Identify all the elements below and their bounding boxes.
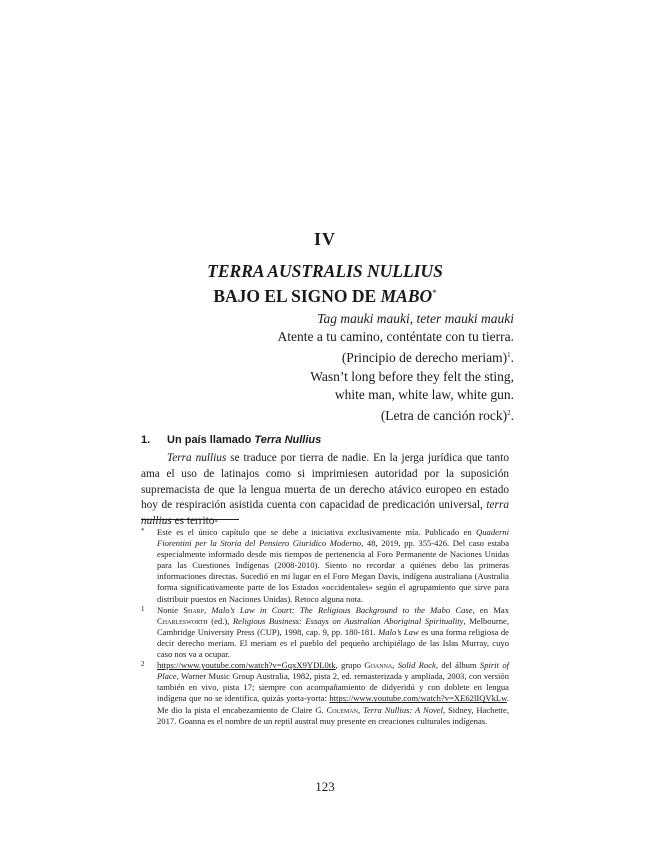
footnote-title-italic: Quaderni Fiorentini per la Storia del Pensiero Giuridico Moderno (157, 527, 509, 549)
term-italic: terra nullius (141, 499, 509, 528)
footnote-title-italic: Terra Nullius: A Novel (362, 704, 444, 715)
footnote-author-name: Coleman (326, 704, 358, 715)
footnote-run: . Me dio la pista el encabezamiento de Claire G. (157, 693, 509, 715)
epigraph-line: Tag mauki mauki, teter mauki mauki (317, 311, 514, 326)
footnote (141, 660, 509, 727)
footnote-run: , (204, 604, 212, 615)
footnote-run: , del álbum (435, 660, 480, 671)
footnote-title-italic: Spirit of Place (157, 660, 510, 682)
page-number: 123 (315, 779, 335, 794)
footnote-mark: 1 (141, 604, 145, 613)
epigraph-footnote-mark-2: 2 (507, 409, 511, 418)
epigraph-line (134, 346, 514, 367)
footnote-text (157, 527, 509, 604)
chapter-title-mabo: MABO (380, 286, 433, 306)
epigraph-source-1-period: . (510, 350, 514, 366)
footnote-divider (141, 519, 239, 520)
footnote-text (157, 605, 509, 659)
footnote (141, 527, 509, 605)
epigraph-line: Atente a tu camino, conténtate con tu tierra. (277, 329, 514, 345)
section-number: 1. (141, 434, 151, 446)
footnote-link[interactable]: https://www.youtube.com/watch?v=XE62lIQVkLw (329, 693, 507, 704)
footnote-run: , Warner Music Group Australia, 1982, pista 2, ed. remasterizada y ampliada, 2003, con versión también en vivo, pista 17; siempre con acompañamiento de didyeridú y con doblete en lengua indígena que no se identifica, quizás yorta-yorta: (157, 671, 509, 704)
epigraph-line: white man, white law, white gun. (334, 386, 514, 402)
footnote-run: es una forma religiosa de decir derecho meriam. El meriam es el pueblo del pequeño archipiélago de las Islas Murray, cuyo caso nos va a ocupar. (157, 626, 509, 660)
footnote-title-italic: Solid Rock (397, 660, 436, 671)
chapter-number: IV (313, 229, 336, 249)
footnote-run: , en Max (472, 604, 510, 615)
footnote-author-name: Sharp (183, 604, 205, 615)
term-italic: Terra nullius (167, 452, 227, 464)
footnote-run: , (392, 660, 398, 671)
paragraph-text-end: es territo- (171, 515, 219, 528)
chapter-title-footnote-mark: * (432, 288, 437, 298)
epigraph-source-2: (Letra de canción rock) (380, 408, 508, 424)
footnote-link[interactable]: https://www.youtube.com/watch?v=GqxX9YDL0tk (157, 660, 336, 671)
footnote-run: Nonie (157, 604, 184, 615)
epigraph-source-1: (Principio de derecho meriam) (341, 350, 508, 366)
epigraph-line (134, 404, 514, 425)
footnote (141, 605, 509, 660)
chapter-title-line-1: TERRA AUSTRALIS NULLIUS (207, 261, 443, 281)
footnote-title-italic: Malo’s Law in Court: The Religious Background to the Mabo Case (211, 604, 473, 615)
section-title-italic: Terra Nullius (254, 434, 322, 446)
epigraph-footnote-mark-1: 1 (507, 351, 511, 360)
chapter-title (0, 260, 650, 307)
chapter-title-line-2 (0, 282, 650, 307)
footnote-title-italic: Malo’s Law (378, 626, 419, 637)
footnote-run: , (357, 704, 363, 715)
footnote-text (157, 660, 509, 725)
footnote-run: (ed.), (207, 615, 233, 626)
section-heading (141, 434, 321, 446)
section-title-prefix: Un país llamado (167, 434, 255, 446)
epigraph-line: Wasn’t long before they felt the sting, (310, 368, 514, 384)
footnote-run: , Melbourne, Cambridge University Press (CUP), 1998, cap. 9, pp. 180-181. (157, 615, 509, 637)
paragraph-text: se traduce por tierra de nadie. En la jerga jurídica que tanto ama el uso de latinajos como si imprimiesen autoridad por la suposición supremacista de que la lengua muerta de un derecho atávico europeo en estado hoy de respiración asistida cuenta con capacidad de predicación universal, (141, 452, 509, 512)
footnote-run: , Sidney, Hachette, 2017. Goanna es el nombre de un reptil austral muy presente en creaciones culturales indígenas. (157, 704, 510, 726)
footnote-author-name: Charlesworth (157, 615, 208, 626)
footnote-run: Este es el único capítulo que se debe a iniciativa exclusivamente mía. Publicado en (157, 527, 477, 537)
chapter-title-prefix: BAJO EL SIGNO DE (213, 286, 381, 306)
epigraph-source-2-period: . (510, 408, 514, 424)
footnote-mark: 2 (141, 660, 145, 669)
footnote-title-italic: Religious Business: Essays on Australian Aboriginal Spirituality (232, 615, 464, 626)
footnote-run: , 48, 2019, pp. 355-426. Del caso estaba especialmente informado desde mis tiempos de pertenencia al Foro Permanente de Naciones Unidas para las Cuestiones Indígenas (2008-2010). Siento no recordar a quiénes debo las primeras informaciones directas. Sucedió en mi lugar en el Foro Megan Davis, indígena australiana (Australia forma significativamente parte de los Estados «occidentales» según el agrupamiento que sirve para distribuir puestos en Naciones Unidas). Retoco alguna nota. (157, 538, 510, 604)
footnotes (141, 527, 509, 727)
footnote-author-name: Goanna (364, 660, 393, 671)
epigraph (134, 310, 514, 425)
footnote-run: , grupo (335, 660, 365, 671)
footnote-mark: * (141, 527, 145, 535)
